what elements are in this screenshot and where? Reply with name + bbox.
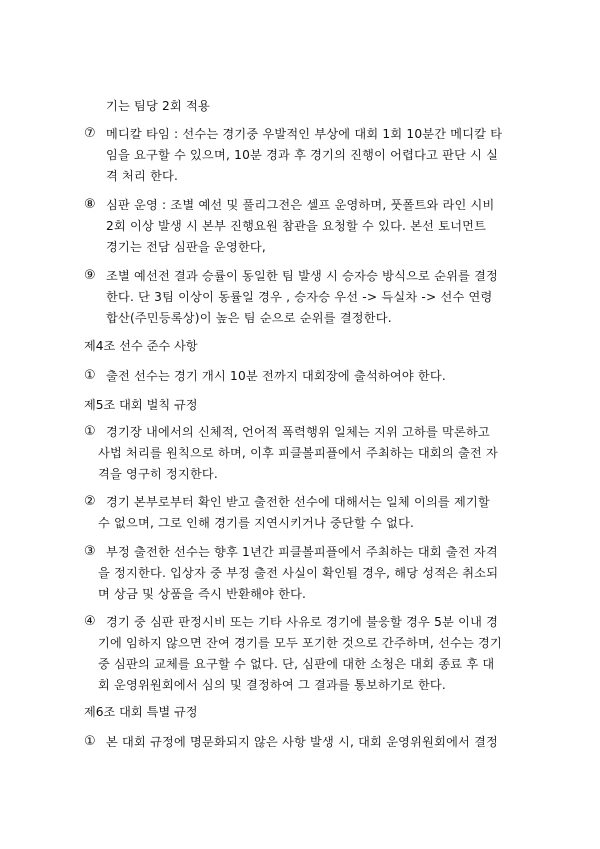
item-line: 심판 운영 : 조별 예선 및 풀리그전은 셀프 운영하며, 풋폴트와 라인 시비	[106, 198, 495, 212]
item-line: 경기는 전담 심판을 운영한다,	[106, 240, 266, 254]
item-line: 임을 요구할 수 있으며, 10분 경과 후 경기의 진행이 어렵다고 판단 시 실	[106, 148, 499, 162]
item-marker: ⑨	[84, 268, 96, 283]
item-marker: ⑦	[84, 126, 96, 141]
item-line: 2회 이상 발생 시 본부 진행요원 참관을 요청할 수 있다. 본선 토너먼트	[106, 219, 487, 233]
item-marker: ③	[84, 544, 96, 559]
item-line: 부정 출전한 선수는 향후 1년간 피클볼피플에서 주최하는 대회 출전 자격	[106, 545, 498, 559]
item-marker: ①	[84, 424, 96, 439]
item-line: 기에 임하지 않으면 잔여 경기를 모두 포기한 것으로 간주하며, 선수는 경기	[98, 636, 503, 650]
item-line: 격을 영구히 정지한다.	[98, 467, 218, 481]
item-line: 경기 본부로부터 확인 받고 출전한 선수에 대해서는 일체 이의를 제기할	[106, 495, 490, 509]
item-line: 출전 선수는 경기 개시 10분 전까지 대회장에 출석하여야 한다.	[106, 369, 446, 383]
item-line: 사법 처리를 원칙으로 하며, 이후 피클볼피플에서 주최하는 대회의 출전 자	[98, 446, 498, 460]
item-line: 한다. 단 3팀 이상이 동률일 경우 , 승자승 우선 -> 득실차 -> 선수 연령	[106, 290, 493, 304]
item-line: 격 처리 한다.	[106, 169, 179, 183]
item-line: 며 상금 및 상품을 즉시 반환해야 한다.	[98, 587, 307, 601]
item-marker: ④	[84, 614, 96, 629]
item-line: 수 없으며, 그로 인해 경기를 지연시키거나 중단할 수 없다.	[98, 516, 415, 530]
article-6-heading: 제6조 대회 특별 규정	[84, 705, 198, 719]
item-line: 조별 예선전 결과 승률이 동일한 팀 발생 시 승자승 방식으로 순위를 결정	[106, 269, 499, 283]
item-line: 합산(주민등록상)이 높은 팀 순으로 순위를 결정한다.	[106, 311, 392, 325]
article-5-heading: 제5조 대회 벌칙 규정	[84, 398, 198, 412]
item-line: 을 정지한다. 입상자 중 부정 출전 사실이 확인될 경우, 해당 성적은 취소되	[98, 566, 499, 580]
continuation-line: 기는 팀당 2회 적용	[106, 99, 210, 113]
article-4-heading: 제4조 선수 준수 사항	[84, 339, 198, 353]
item-line: 본 대회 규정에 명문화되지 않은 사항 발생 시, 대회 운영위원회에서 결정	[106, 735, 499, 749]
item-marker: ②	[84, 494, 96, 509]
item-marker: ①	[84, 734, 96, 749]
item-marker: ⑧	[84, 197, 96, 212]
item-line: 회 운영위원회에서 심의 및 결정하여 그 결과를 통보하기로 한다.	[98, 678, 446, 692]
item-line: 중 심판의 교체를 요구할 수 없다. 단, 심판에 대한 소청은 대회 종료 후 대	[98, 657, 495, 671]
item-line: 메디칼 타임 : 선수는 경기중 우발적인 부상에 대회 1회 10분간 메디칼 타	[106, 127, 503, 141]
item-marker: ①	[84, 368, 96, 383]
item-line: 경기 중 심판 판정시비 또는 기타 사유로 경기에 불응할 경우 5분 이내 경	[106, 615, 499, 629]
item-line: 경기장 내에서의 신체적, 언어적 폭력행위 일체는 지위 고하를 막론하고	[106, 425, 490, 439]
